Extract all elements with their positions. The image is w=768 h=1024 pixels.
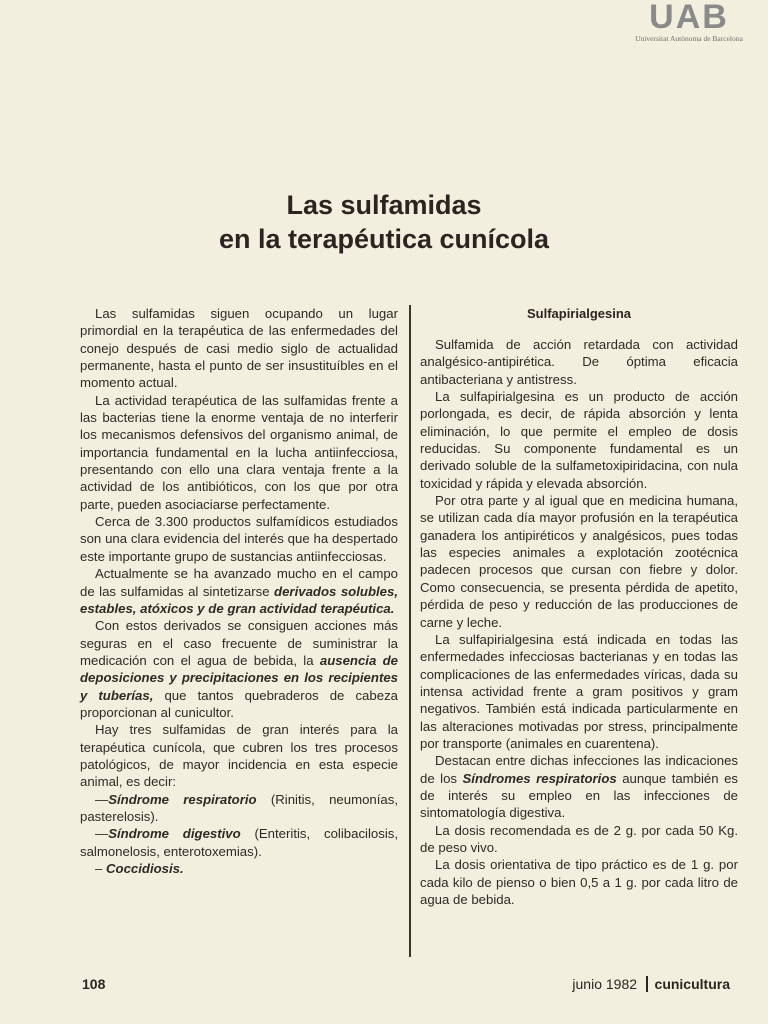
page-number: 108: [82, 976, 106, 992]
text-run: (Rinitis, neumonías, pasterelosis).: [80, 791, 398, 824]
column-divider: [409, 305, 411, 957]
paragraph: La sulfapirialgesina está indicada en todas las enfermedades infecciosas bacterianas y en todas las complicaciones de las enfermedades víricas, dada su intensa actividad frente a gram positivos y gram negativos. También está indicada particularmente en las alteraciones motivadas por stress, principalmente por transporte (animales en cuarentena).: [420, 631, 738, 751]
emphasis: ausencia de deposiciones y precipitaciones en los recipientes y tuberías,: [80, 652, 398, 703]
title-line-2: en la terapéutica cunícola: [218, 224, 550, 254]
article-title: [0, 188, 768, 256]
paragraph: Hay tres sulfamidas de gran interés para la terapéutica cunícola, que cubren los tres procesos patológicos, de mayor incidencia en esta especie animal, es decir:: [80, 722, 398, 790]
dash: —: [95, 826, 109, 842]
text-run: aunque también es de interés su empleo en las infecciones de sintomatología digestiva.: [420, 770, 739, 821]
paragraph: La dosis orientativa de tipo práctico es de 1 g. por cada kilo de pienso o bien 0,5 a 1 g. por cada litro de agua de bebida.: [420, 857, 738, 907]
dash: –: [95, 861, 106, 876]
text-run: Con estos derivados se consiguen acciones más seguras en el caso frecuente de suministrar la medicación con el agua de bebida, la: [80, 618, 398, 668]
paragraph: La dosis recomendada es de 2 g. por cada 50 Kg. de peso vivo.: [420, 822, 738, 855]
emphasis: Síndromes respiratorios: [462, 770, 617, 786]
title-line-1: Las sulfamidas: [286, 190, 482, 220]
dash: —: [95, 791, 109, 807]
section-heading: Sulfapirialgesina: [526, 306, 632, 321]
paragraph: Cerca de 3.300 productos sulfamídicos estudiados son una clara evidencia del interés que ha despertado este importante grupo de sustancias antiinfecciosas.: [80, 514, 398, 564]
paragraph: La sulfapirialgesina es un producto de acción porlongada, es decir, de rápida absorción y lenta eliminación, lo que permite el empleo de dosis reducidas. Su componente fundamental es un derivado soluble de la sulfametoxipiridacina, con nula toxicidad y rápida y elevada absorción.: [420, 389, 738, 491]
bleed-through-ghost: [120, 40, 155, 160]
text-run: (Enteritis, colibacilosis, salmonelosis, enterotoxemias).: [80, 826, 399, 859]
logo-mark: UAB: [649, 0, 729, 36]
paragraph: Las sulfamidas siguen ocupando un lugar primordial en la terapéutica de las enfermedades del conejo después de casi medio siglo de actualidad permanente, hasta el punto de ser insustituíbles en el momento actual.: [80, 306, 398, 391]
emphasis: derivados solubles, estables, atóxicos y de gran actividad terapéutica.: [80, 583, 399, 616]
issue-date: junio 1982: [572, 976, 638, 992]
paragraph: [80, 565, 398, 617]
emphasis: Coccidiosis.: [106, 861, 184, 876]
magazine-name: cunicultura: [654, 976, 730, 992]
paragraph: [420, 752, 738, 821]
uab-logo: [614, 0, 764, 43]
list-item: [80, 825, 398, 860]
emphasis: Síndrome digestivo: [108, 826, 241, 842]
text-run: Actualmente se ha avanzado mucho en el campo de las sulfamidas al sintetizarse: [80, 566, 398, 599]
text-run: que tantos quebraderos de cabeza proporcionan al cunicultor.: [80, 687, 398, 720]
footer-separator: [646, 976, 648, 992]
list-item: [80, 860, 398, 877]
paragraph: La actividad terapéutica de las sulfamidas frente a las bacterias tiene la enorme ventaja de no interferir los mecanismos defensivos del organismo animal, de importancia fundamental en la lucha antiinfecciosa, presentando con ello una clara ventaja frente a la actividad de los antibióticos, con los que por otra parte, pueden asociaciarse perfectamente.: [80, 392, 398, 512]
right-column: [420, 305, 738, 908]
paragraph: [80, 617, 398, 721]
list-item: [80, 791, 398, 826]
text-run: Destacan entre dichas infecciones las indicaciones de los: [420, 753, 738, 786]
paragraph: Sulfamida de acción retardada con actividad analgésico-antipirética. De óptima eficacia antibacteriana y antistress.: [420, 337, 738, 387]
running-footer: [572, 975, 730, 993]
emphasis: Síndrome respiratorio: [108, 791, 257, 807]
logo-subtitle: Universitat Autònoma de Barcelona: [635, 34, 743, 43]
left-column: [80, 305, 398, 877]
paragraph: Por otra parte y al igual que en medicina humana, se utilizan cada día mayor profusión en la terapéutica ganadera los antipiréticos y analgésicos, pues todas las especies animales a explotación zootécnica padecen procesos que cursan con fiebre y dolor. Como consecuencia, se presenta pérdida de apetito, pérdida de peso y reducción de las producciones de carne y leche.: [420, 493, 738, 630]
